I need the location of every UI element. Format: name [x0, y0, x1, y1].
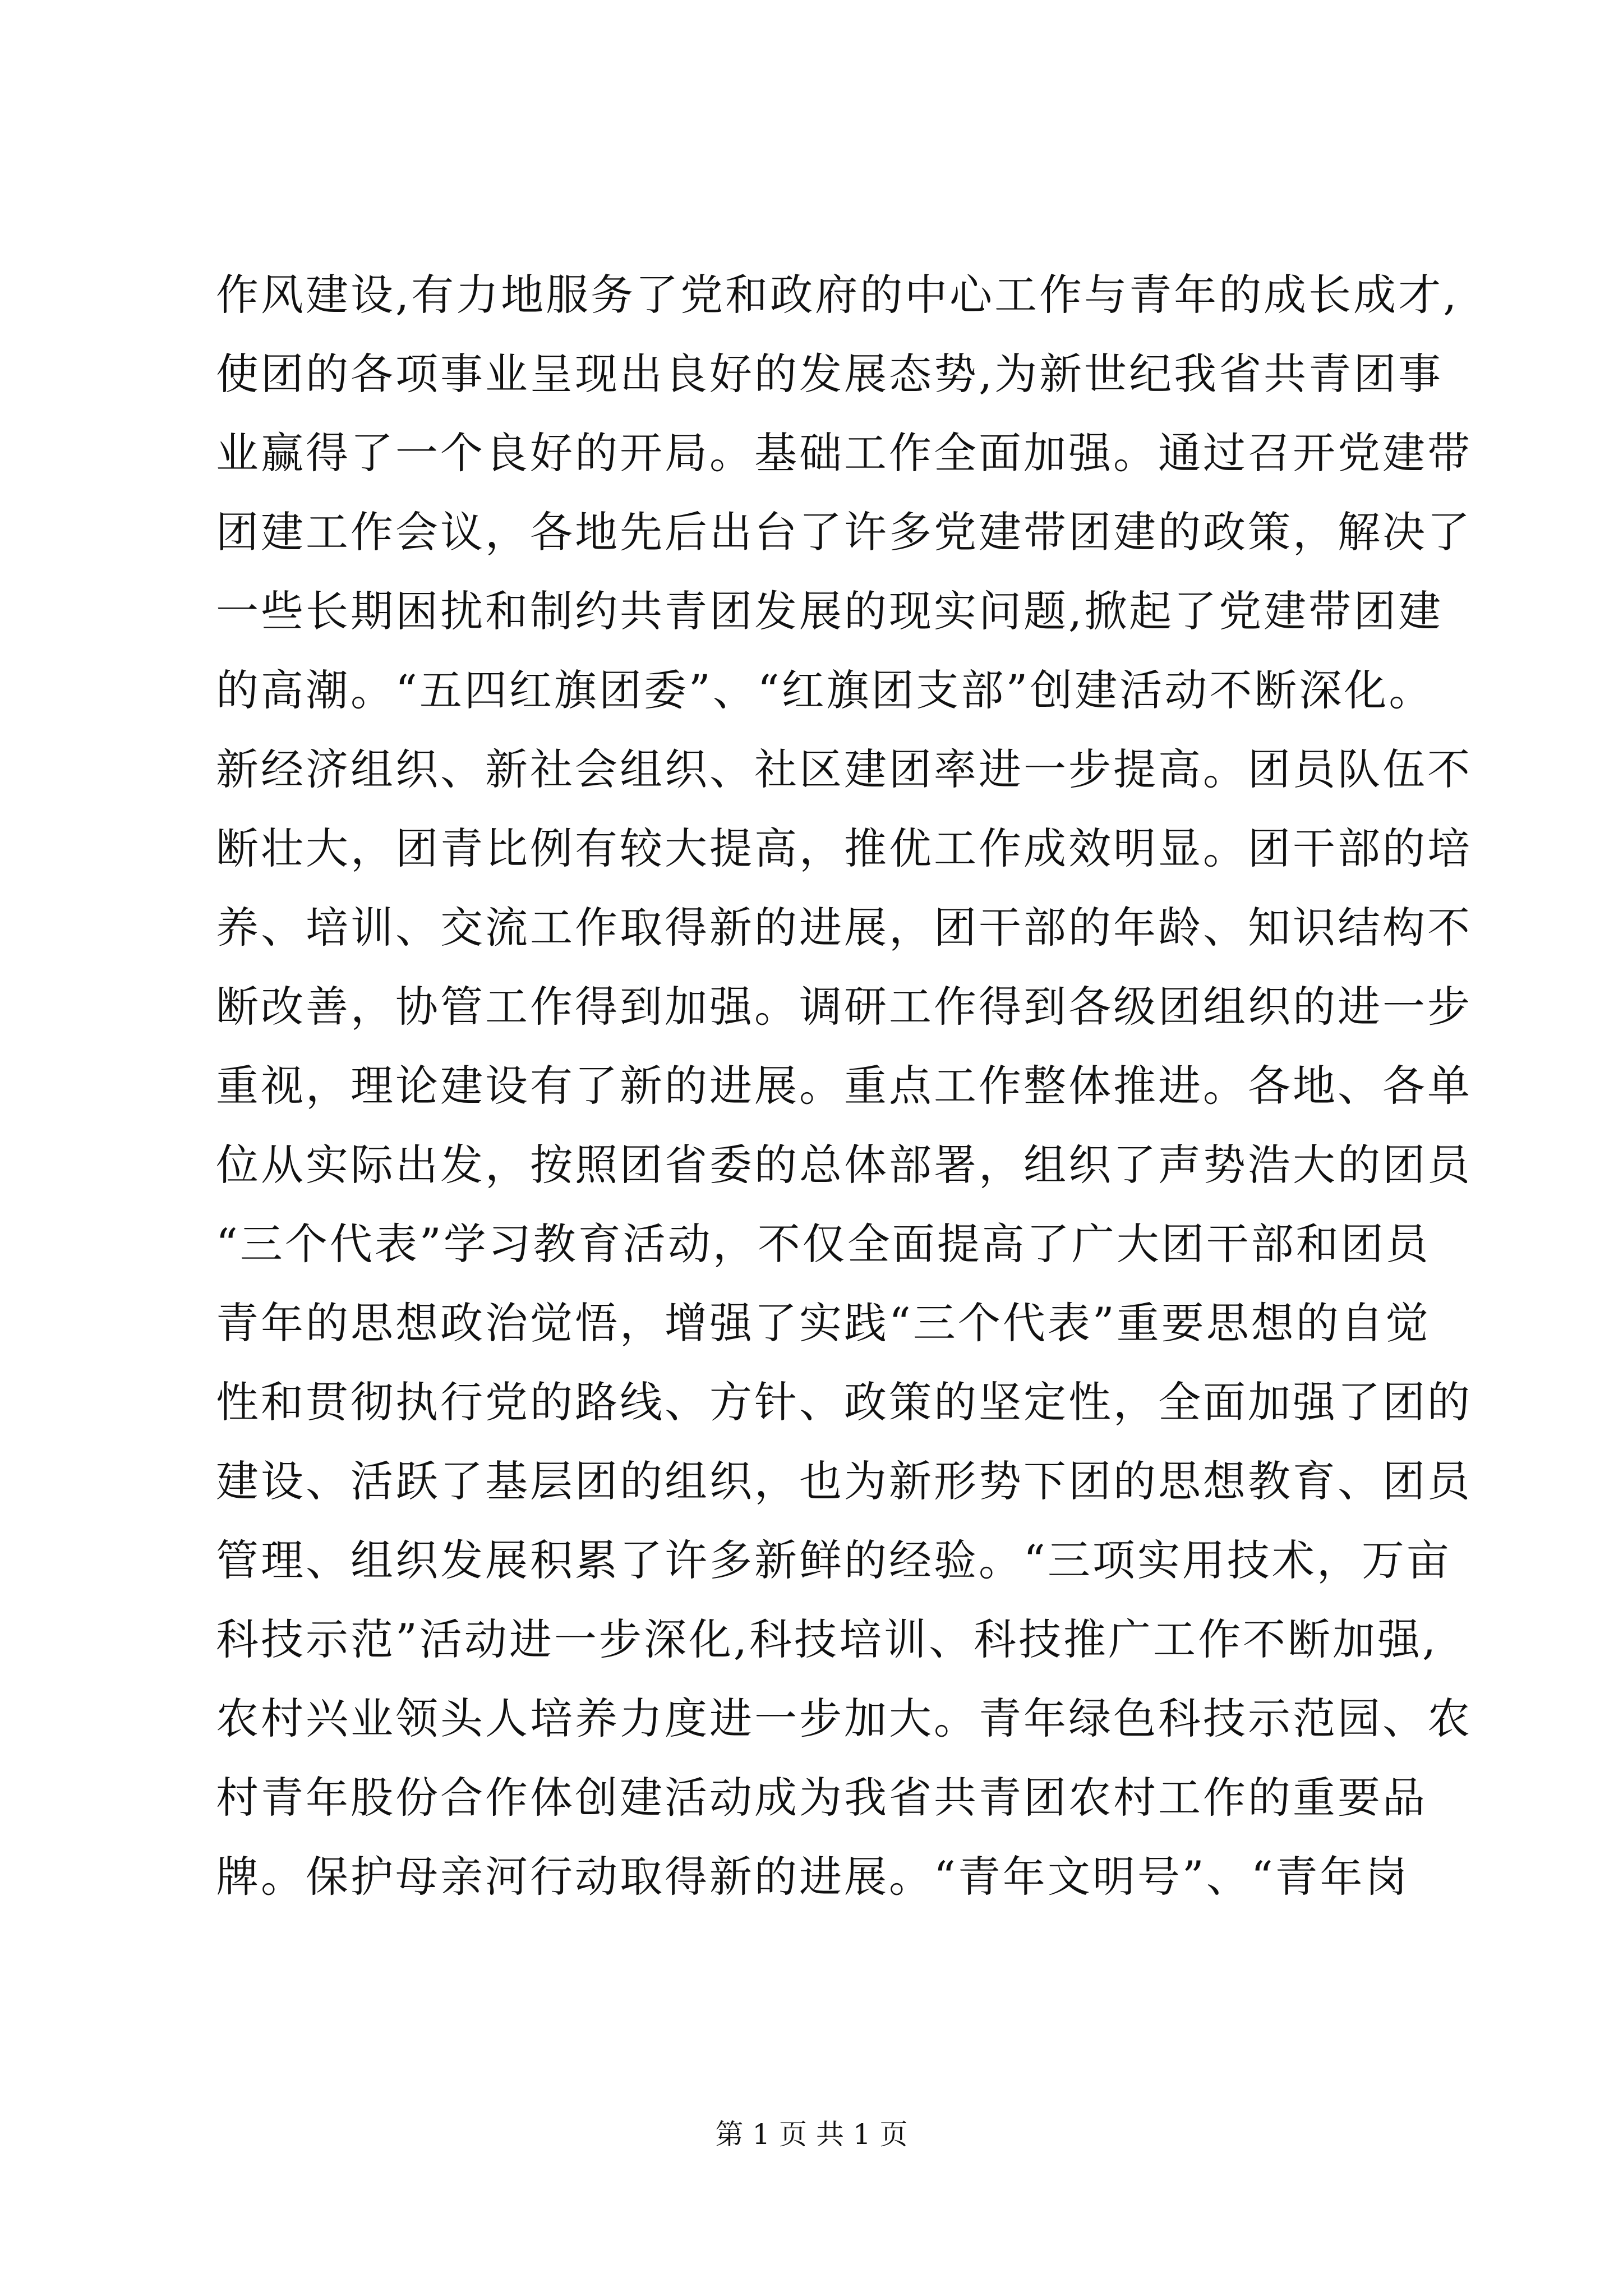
- text-line: 新经济组织、新社会组织、社区建团率进一步提高。团员队伍不: [216, 744, 1472, 794]
- text-line: 建设、活跃了基层团的组织，也为新形势下团的思想教育、团员: [216, 1456, 1472, 1506]
- text-line: 农村兴业领头人培养力度进一步加大。青年绿色科技示范园、农: [216, 1694, 1472, 1743]
- text-line: “三个代表”学习教育活动，不仅全面提高了广大团干部和团员: [216, 1219, 1431, 1269]
- text-line: 断壮大，团青比例有较大提高，推优工作成效明显。团干部的培: [216, 823, 1472, 873]
- text-line: 团建工作会议，各地先后出台了许多党建带团建的政策，解决了: [216, 507, 1472, 557]
- text-line: 作风建设,有力地服务了党和政府的中心工作与青年的成长成才,: [216, 270, 1459, 320]
- text-line: 位从实际出发，按照团省委的总体部署，组织了声势浩大的团员: [216, 1140, 1472, 1190]
- body-text: [216, 255, 1472, 1916]
- text-line: 青年的思想政治觉悟，增强了实践“三个代表”重要思想的自觉: [216, 1298, 1431, 1348]
- text-line: 一些长期困扰和制约共青团发展的现实问题,掀起了党建带团建: [216, 586, 1444, 636]
- text-line: 性和贯彻执行党的路线、方针、政策的坚定性，全面加强了团的: [216, 1377, 1472, 1427]
- text-line: 的高潮。“五四红旗团委”、“红旗团支部”创建活动不断深化。: [216, 665, 1434, 715]
- text-line: 村青年股份合作体创建活动成为我省共青团农村工作的重要品: [216, 1773, 1427, 1823]
- text-line: 业赢得了一个良好的开局。基础工作全面加强。通过召开党建带: [216, 428, 1472, 478]
- text-line: 断改善，协管工作得到加强。调研工作得到各级团组织的进一步: [216, 982, 1472, 1032]
- text-line: 管理、组织发展积累了许多新鲜的经验。“三项实用技术，万亩: [216, 1535, 1451, 1585]
- page-footer: 第 1 页 共 1 页: [715, 2118, 908, 2151]
- text-line: 养、培训、交流工作取得新的进展，团干部的年龄、知识结构不: [216, 903, 1472, 953]
- text-line: 牌。保护母亲河行动取得新的进展。“青年文明号”、“青年岗: [216, 1852, 1410, 1902]
- text-line: 科技示范”活动进一步深化,科技培训、科技推广工作不断加强,: [216, 1614, 1438, 1664]
- text-line: 重视，理论建设有了新的进展。重点工作整体推进。各地、各单: [216, 1061, 1472, 1111]
- text-line: 使团的各项事业呈现出良好的发展态势,为新世纪我省共青团事: [216, 349, 1444, 399]
